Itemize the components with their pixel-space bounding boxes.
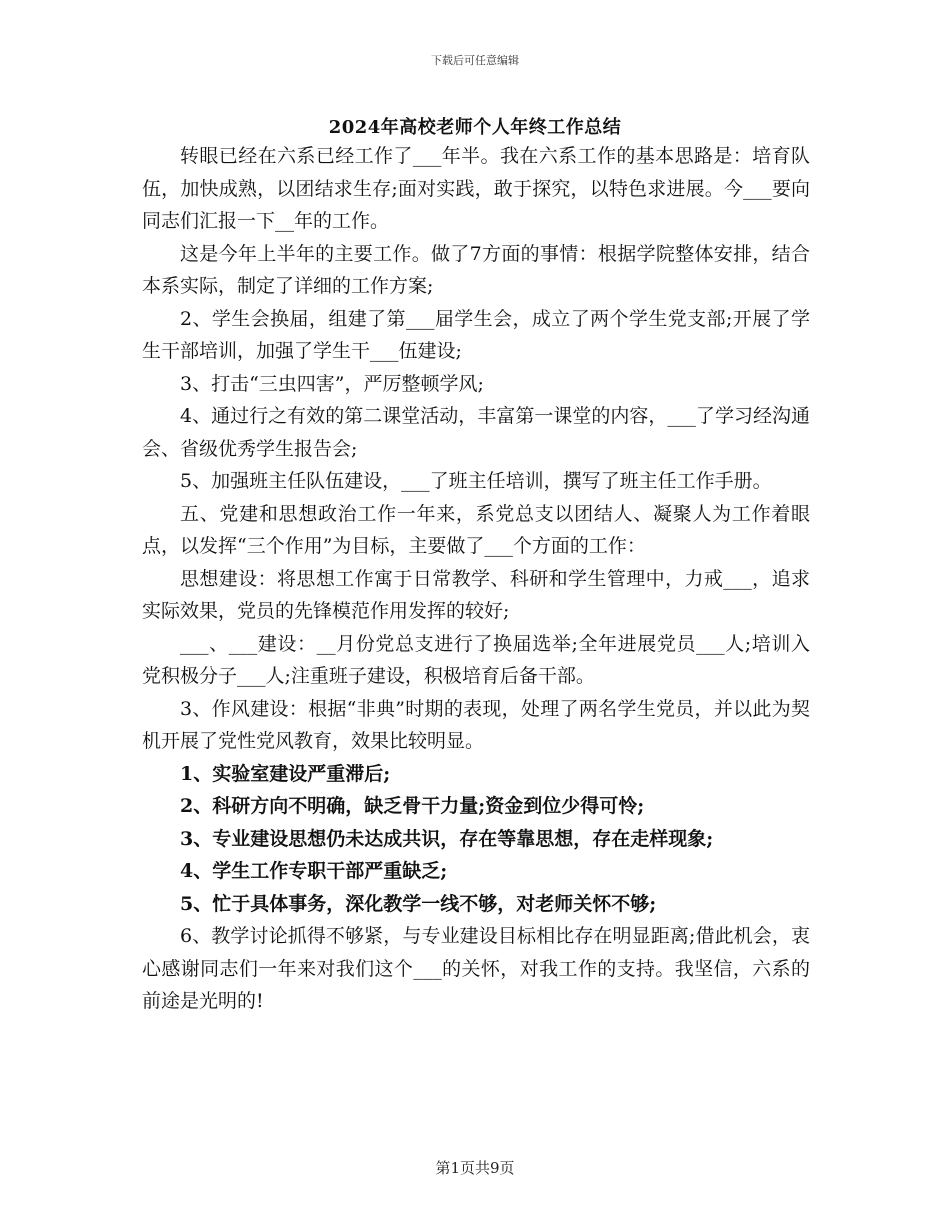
paragraph-student-union: 2、学生会换届，组建了第___届学生会，成立了两个学生党支部;开展了学生干部培训，加强了学生干___伍建设; bbox=[142, 307, 810, 362]
download-edit-note: 下载后可任意编辑 bbox=[431, 54, 519, 67]
paragraph-organization: ___、___建设：__月份党总支进行了换届选举;全年进展党员___人;培训入党积极分子___人;注重班子建设，积极培育后备干部。 bbox=[142, 632, 810, 687]
page-number: 第1页共9页 bbox=[435, 1159, 515, 1177]
paragraph-work-style: 3、作风建设：根据“非典”时期的表现，处理了两名学生党员，并以此为契机开展了党性党风教育，效果比较明显。 bbox=[142, 697, 810, 752]
paragraph-second-classroom: 4、通过行之有效的第二课堂活动，丰富第一课堂的内容，___了学习经沟通会、省级优秀学生报告会; bbox=[142, 405, 810, 460]
problem-item-affairs: 5、忙于具体事务，深化教学一线不够，对老师关怀不够; bbox=[180, 892, 657, 915]
problem-item-specialty: 3、专业建设思想仍未达成共识，存在等靠思想，存在走样现象; bbox=[180, 827, 714, 850]
document-title: 2024年高校老师个人年终工作总结 bbox=[328, 117, 622, 138]
paragraph-head-teacher: 5、加强班主任队伍建设，___了班主任培训，撰写了班主任工作手册。 bbox=[180, 470, 772, 492]
problem-item-research: 2、科研方向不明确，缺乏骨干力量;资金到位少得可怜; bbox=[180, 795, 645, 817]
problem-item-lab: 1、实验室建设严重滞后; bbox=[180, 762, 391, 785]
document-body bbox=[142, 140, 810, 1018]
paragraph-first-half-summary: 这是今年上半年的主要工作。做了7方面的事情：根据学院整体安排，结合本系实际，制定了详细的工作方案; bbox=[142, 242, 810, 297]
paragraph-party-building: 五、党建和思想政治工作一年来，系党总支以团结人、凝聚人为工作着眼点，以发挥“三个作用”为目标，主要做了___个方面的工作： bbox=[142, 502, 810, 557]
paragraph-closing: 6、教学讨论抓得不够紧，与专业建设目标相比存在明显距离;借此机会，衷心感谢同志们一年来对我们这个___的关怀，对我工作的支持。我坚信，六系的前途是光明的! bbox=[142, 925, 810, 1012]
paragraph-ideology: 思想建设：将思想工作寓于日常教学、科研和学生管理中，力戒___，追求实际效果，党员的先锋模范作用发挥的较好; bbox=[142, 567, 810, 622]
paragraph-study-discipline: 3、打击“三虫四害”，严厉整顿学风; bbox=[180, 372, 484, 395]
problem-item-staff: 4、学生工作专职干部严重缺乏; bbox=[180, 860, 448, 882]
paragraph-intro: 转眼已经在六系已经工作了___年半。我在六系工作的基本思路是：培育队伍，加快成熟，以团结求生存;面对实践，敢于探究，以特色求进展。今___要向同志们汇报一下__年的工作。 bbox=[142, 145, 810, 232]
